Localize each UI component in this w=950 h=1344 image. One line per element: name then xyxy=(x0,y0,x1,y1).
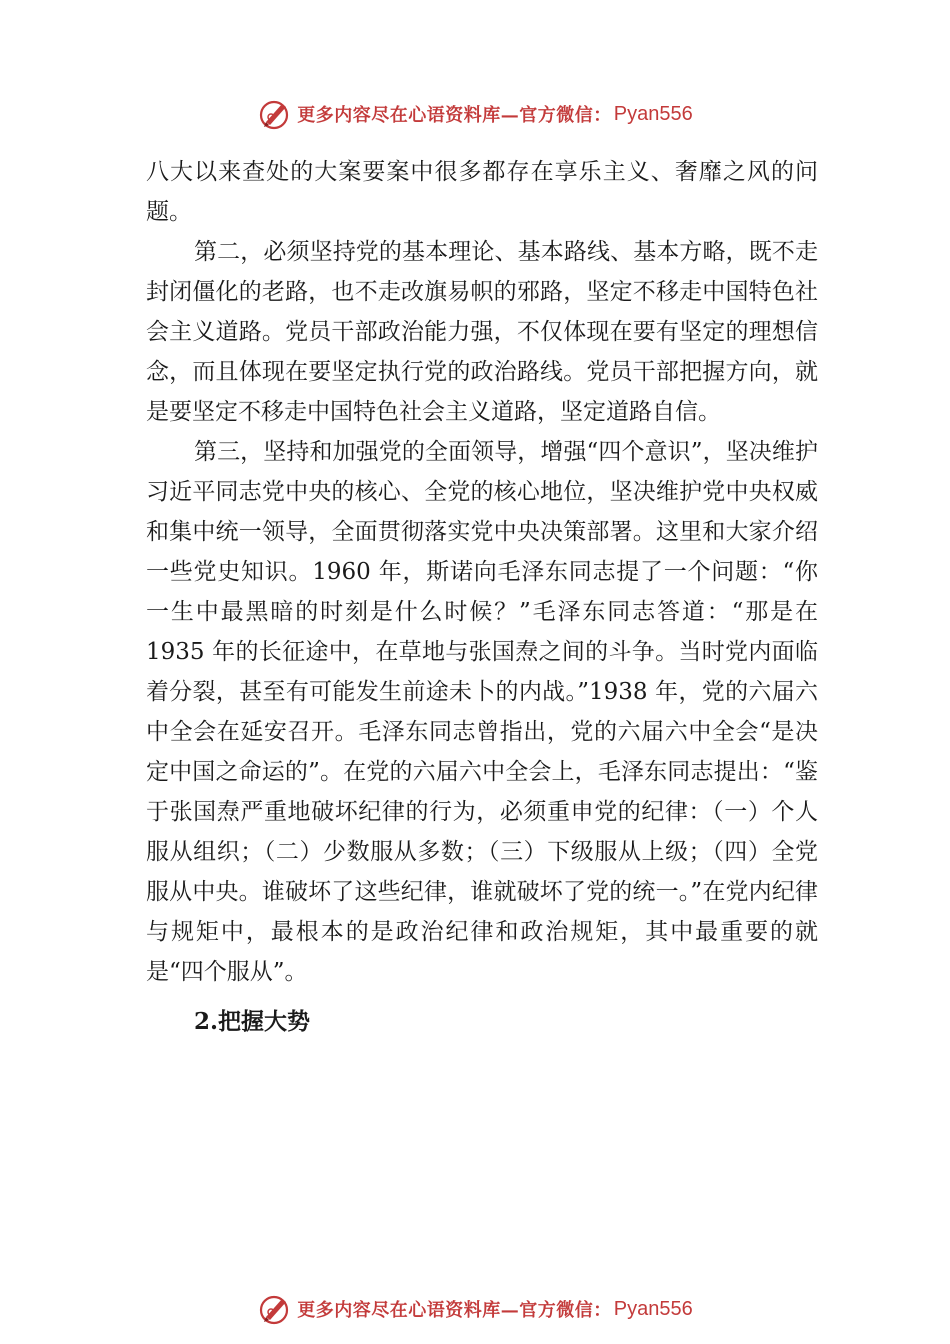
site-name: 更多内容尽在心语资料库—官方微信： xyxy=(297,105,612,126)
pen-logo-icon xyxy=(257,1291,293,1327)
document-body xyxy=(146,152,818,1042)
wechat-handle: Pyan556 xyxy=(613,102,693,125)
header-watermark xyxy=(0,94,950,134)
footer-watermark xyxy=(0,1289,950,1329)
paragraph-1: 八大以来查处的大案要案中很多都存在享乐主义、奢靡之风的问题。 xyxy=(146,159,818,225)
site-name: 更多内容尽在心语资料库—官方微信： xyxy=(297,1300,612,1321)
section-heading: 2.把握大势 xyxy=(194,1008,311,1035)
wechat-handle: Pyan556 xyxy=(613,1297,693,1320)
paragraph-3: 第三，坚持和加强党的全面领导，增强“四个意识”，坚决维护习近平同志党中央的核心、全党的核心地位，坚决维护党中央权威和集中统一领导，全面贯彻落实党中央决策部署。这里和大家介绍一些党史知识。1960 年，斯诺向毛泽东同志提了一个问题：“你一生中最黑暗的时刻是什么时候？”毛泽东同志答道：“那是在 1935 年的长征途中，在草地与张国焘之间的斗争。当时党内面临着分裂，甚至有可能发生前途未卜的内战。”1938 年，党的六届六中全会在延安召开。毛泽东同志曾指出，党的六届六中全会“是决定中国之命运的”。在党的六届六中全会上，毛泽东同志提出：“鉴于张国焘严重地破坏纪律的行为，必须重申党的纪律：（一）个人服从组织；（二）少数服从多数；（三）下级服从上级；（四）全党服从中央。谁破坏了这些纪律，谁就破坏了党的统一。”在党内纪律与规矩中，最根本的是政治纪律和政治规矩，其中最重要的就是“四个服从”。 xyxy=(146,439,818,985)
pen-logo-icon xyxy=(257,96,293,132)
paragraph-2: 第二，必须坚持党的基本理论、基本路线、基本方略，既不走封闭僵化的老路，也不走改旗易帜的邪路，坚定不移走中国特色社会主义道路。党员干部政治能力强，不仅体现在要有坚定的理想信念，而且体现在要坚定执行党的政治路线。党员干部把握方向，就是要坚定不移走中国特色社会主义道路，坚定道路自信。 xyxy=(146,239,818,425)
